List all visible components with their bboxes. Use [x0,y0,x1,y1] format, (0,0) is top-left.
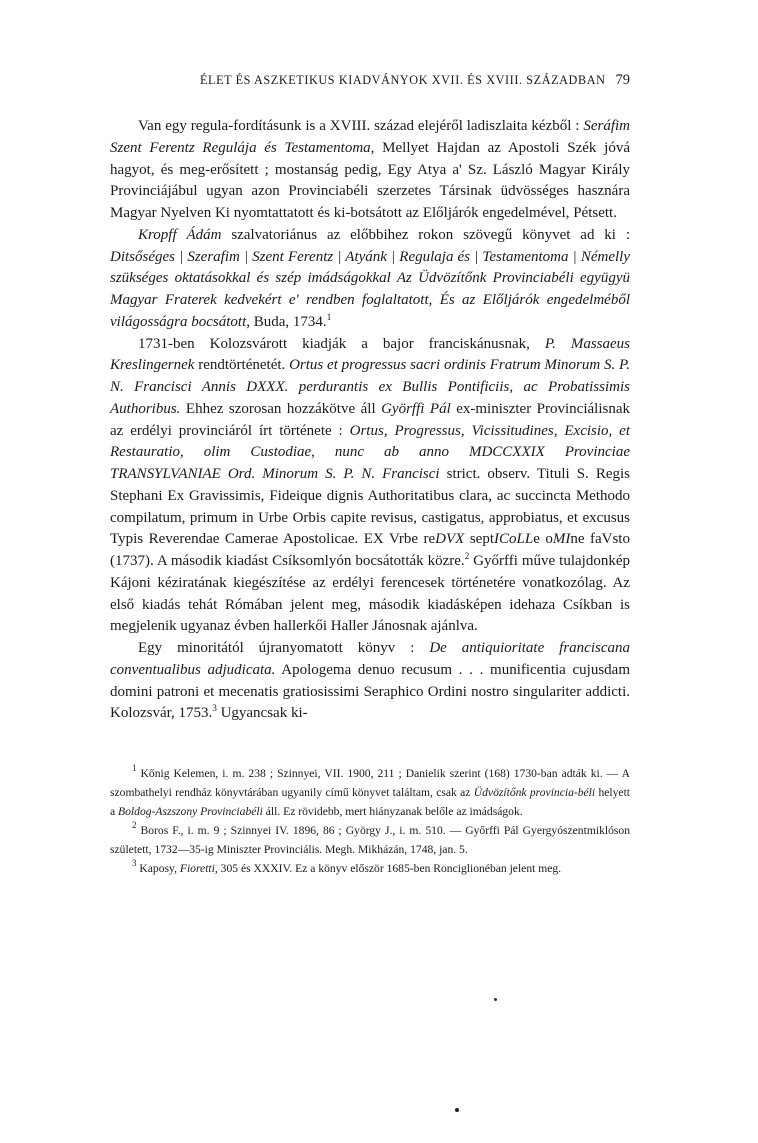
footnote-mark: 1 [132,763,137,773]
chronogram-letters: ICoLL [494,531,534,548]
book-title: Ortus et progressus sacri ordinis Fratrum Minorum S. P. N. Francisci Annis DXXX. perdurantis ex Bullis Pontificiis, ac Probatissimis Authoribus. [110,357,630,417]
author-name: P. Massaeus Kreslingernek [110,335,630,374]
running-title: ÉLET ÉS ASZKETIKUS KIADVÁNYOK XVII. ÉS XVIII. SZÁZADBAN [200,73,606,87]
footnote-1 [110,765,630,822]
paragraph-3 [110,334,630,639]
text-run: helyett a [110,785,631,818]
text-run: ex-miniszter Provinciálisnak az erdélyi provinciáról írt története : [110,400,630,439]
text-run: szalvatoriánus az előbbihez rokon szövegű könyvet ad ki : [221,226,630,243]
text-run: sept [464,531,494,548]
body-text [110,116,630,725]
text-run: áll. Ez rövidebb, mert hiányzanak belőle az imádságok. [262,804,523,818]
footnote-2 [110,819,630,860]
text-run: Apologema denuo recusum . . . munificentia cujusdam domini patroni et mecenatis gratiosissimi Seraphico Ordini nostro singulariter addicti. Kolozsvár, 1753. [110,661,630,722]
stray-mark [494,998,497,1001]
text-run: Buda, 1734. [250,313,327,330]
quoted-title: Üdvözítőnk provincia-béli [473,785,596,799]
text-run: ne faVsto (1737). A második kiadást Csíksomlyón bocsátották közre. [110,531,630,569]
text-run: 1731-ben Kolozsvárott kiadják a bajor franciskánusnak, [138,335,545,352]
footnote-ref[interactable]: 1 [326,311,332,322]
text-run: Van egy regula-fordításunk is a XVIII. század elejéről ladiszlaita kézből : [138,118,584,134]
footnotes [110,765,630,878]
paragraph-2 [110,225,630,334]
author-name: Kropff Ádám [138,226,222,243]
book-title: De antiquioritate franciscana conventualibus adjudicata. [110,640,630,678]
quoted-title: Fioretti, [179,861,218,875]
footnote-mark: 2 [132,819,137,830]
text-run: 305 és XXXIV. Ez a könyv először 1685-ben Ronciglionéban jelent meg. [217,861,562,875]
text-run: strict. observ. Tituli S. Regis Stephani Ex Gravissimis, Fideique dignis Authoritatibus clara, ac succincta Methodo compilatum, primum in Urbe Orbis capite revisus, castigatus, approbiatus, et excusus Typis Reverendae Camerae Apostolicae. EX Vrbe re [110,466,630,548]
text-run: e o [533,531,553,548]
text-run: Kőnig Kelemen, i. m. 238 ; Szinnyei, VII. 1900, 211 ; Danielik szerint (168) 1730-ban adták ki. — A szombathelyi rendház könyvtárában ugyanily című könyvet találtam, csak az [110,767,630,799]
author-name: Györffi Pál [381,400,451,417]
text-run: Kaposy, [136,861,180,875]
page [110,72,630,878]
footnote-3 [110,857,630,879]
text-run: rendtörténetét. [194,357,290,374]
paragraph-1 [110,116,630,225]
quoted-title: Boldog-Aszszony Provinciabéli [118,804,263,818]
text-run: Győrffi műve tulajdonkép Kájoni kéziratának kiegészítése az erdélyi ferencesek történetére vonatkozólag. Az első kiadás tehát Rómában jelent meg, második kiadásképen idehaza Csíkban is megjelenik ugyanaz évben hallerkői Haller Jánosnak ajánlva. [110,553,630,635]
running-header [110,72,630,92]
page-number: 79 [615,72,630,88]
text-run: Ehhez szorosan hozzákötve áll [180,400,382,417]
book-title: Ortus, Progressus, Vicissitudines, Excisio, et Restauratio, olim Custodiae, nunc ab anno MDCCXXIX Provinciae TRANSYLVANIAE Ord. Minorum S. P. N. Francisci [110,422,630,482]
book-title: Seráfim Szent Ferentz Regulája és Testamentoma, [110,118,630,156]
book-title: Ditsőséges | Szerafim | Szent Ferentz | Atyánk | Regulaja és | Testamentoma | Némelly szükséges oktatásokkal és szép imádságokkal Az Üdvözítőnk Provinciabéli együgyü Magyar Fraterek kedvekért e' rendben foglaltatott, És az Előljárók engedelméből világosságra bocsátott, [110,248,630,330]
footnote-ref[interactable]: 2 [464,551,470,561]
text-run: Boros F., i. m. 9 ; Szinnyei IV. 1896, 86 ; György J., i. m. 510. — Győrffi Pál Gyergyószentmiklóson született, 1732—35-ig Miniszter Provinciális. Megh. Mikházán, 1748, jan. 5. [110,823,630,856]
footnote-mark: 3 [132,857,137,868]
text-run: Ugyancsak ki- [216,705,308,722]
text-run: Egy minoritától újranyomatott könyv : [138,640,430,656]
chronogram-letters: DVX [435,531,465,548]
chronogram-letters: MI [552,531,571,548]
footnote-ref[interactable]: 3 [212,703,217,714]
stray-mark [455,1108,459,1112]
paragraph-4 [110,638,630,725]
text-run: Mellyet Hajdan az Apostoli Szék jóvá hagyot, és meg-erősített ; mostanság pedig, Egy Atya a' Sz. László Magyar Király Provinciájábul ugyan azon Provinciabéli szerzetes Társinak üdvösséges hasznára Magyar Nyelven Ki nyomtattatott és ki-botsátott az Előljárók engedelmével, Pétsett. [110,139,630,221]
